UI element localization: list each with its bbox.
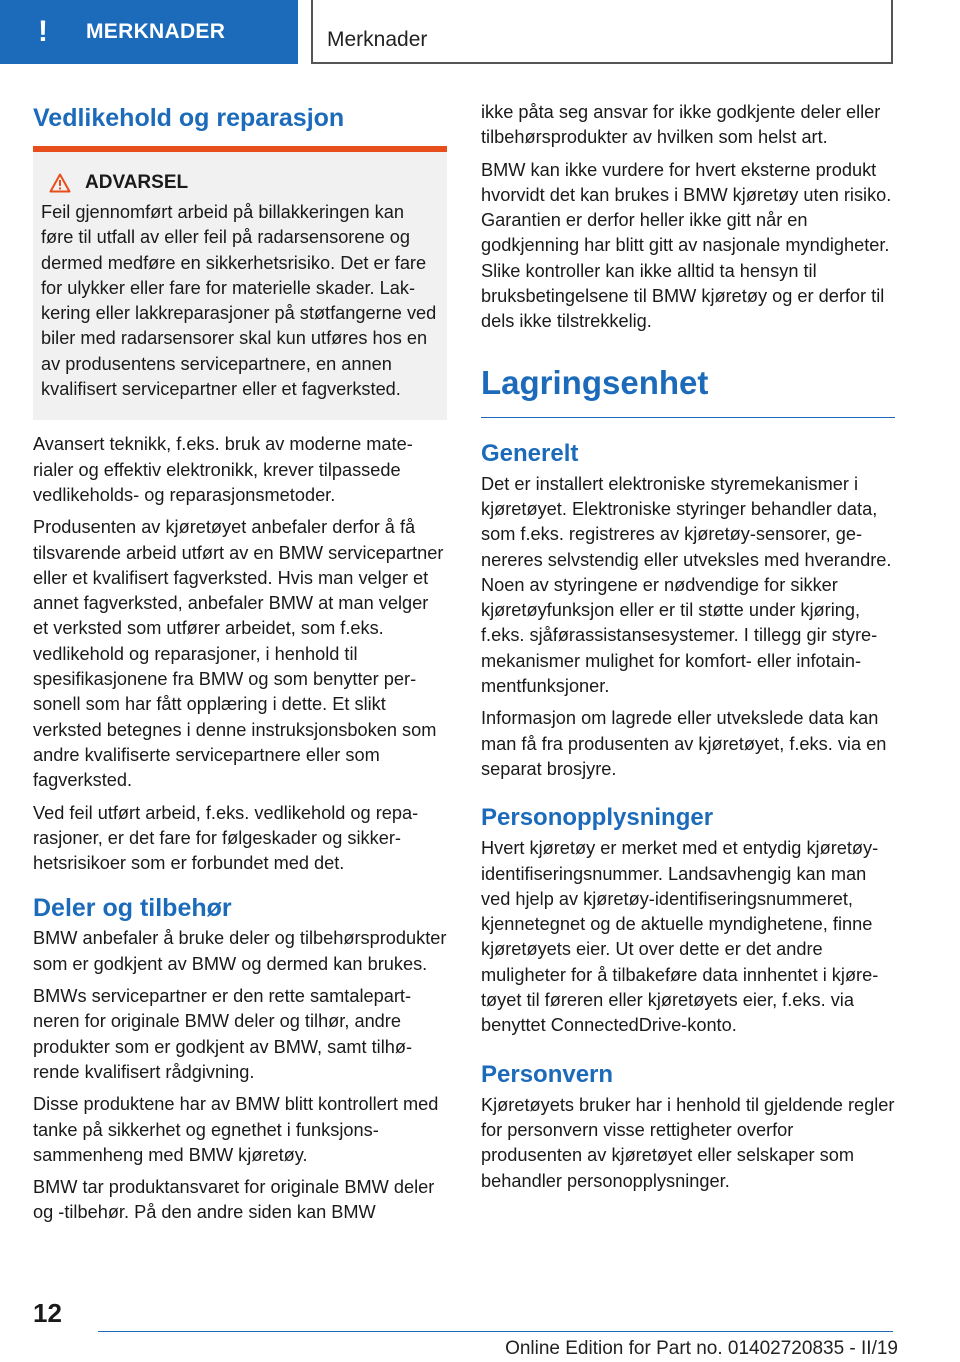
paragraph: Avansert teknikk, f.eks. bruk av moderne materialer og effektiv elektronikk, krever tilpassede vedlikeholds- og reparasjonsmetoder. [33, 434, 413, 505]
paragraph: BMW kan ikke vurdere for hvert eksterne produkt hvorvidt det kan brukes i BMW kjøretøy uten risiko. Garantien er derfor heller ikke gitt når en godkjenning har blitt gitt av nasjonale myndigheter. Slike kontroller kan ikke alltid ta hensyn til bruksbetingelsene til BMW kjøretøy og er derfor til dels ikke tilstrekkelig. [481, 159, 892, 332]
paragraph: Disse produktene har av BMW blitt kontrollert med tanke på sikkerhet og egnethet i funksjonssammenheng med BMW kjøretøy. [33, 1094, 439, 1165]
chapter-tab-label: MERKNADER [86, 20, 226, 43]
right-column [481, 100, 895, 1201]
paragraph: Kjøretøyets bruker har i henhold til gjeldende regler for personvern visse rettigheter overfor produsenten av kjøretøyet eller selskaper som behandler personopplysninger. [481, 1094, 895, 1191]
paragraph: Informasjon om lagrede eller utvekslede data kan man få fra produsenten av kjøretøyet, f.eks. via en separat brosjyre. [481, 708, 887, 779]
paragraph: Ved feil utført arbeid, f.eks. vedlikehold og reparasjoner, er det fare for følgeskader og sikkerhetsrisikoer som er forbundet med det. [33, 802, 419, 874]
paragraph: Det er installert elektroniske styremekanismer i kjøretøyet. Elektroniske styringer behandler data, som f.eks. registreres av kjøretøy-sensorer, genereres selvstendig eller utveksles med hverandre. Noen av styringene er nødvendige for sikker kjøretøyfunksjon eller er til støtte under kjøring, f.eks. sjåførassistansesystemer. I tillegg gir styremekanismer mulighet for komfort- eller infotainmentfunksjoner. [481, 473, 892, 697]
warning-title: ADVARSEL [85, 172, 189, 193]
warning-text: Feil gjennomført arbeid på billakkeringen kan føre til utfall av eller feil på radarsensorene og dermed medføre en sikkerhetsrisiko. Det er fare for ulykker eller fare for materielle skader. Lakkering eller lakkreparasjoner på støtfangerne ved biler med radarsensorer skal kun utføres hos en av produsentens servicepartnere, en annen kvalifisert servicepartner eller et fagverksted. [41, 202, 437, 400]
paragraph: Hvert kjøretøy er merket med et entydig kjøretøy-identifiseringsnummer. Landsavhengig kan man ved hjelp av kjøretøy-identifiseringsnummeret, kjennetegnet og de aktuelle myndighetene, finne kjøretøyets eier. Ut over dette er det andre muligheter for å tilbakeføre data innhentet i kjøretøyet til føreren eller kjøretøyets eier, f.eks. via benyttet ConnectedDrive-konto. [481, 838, 879, 1036]
section-heading-parts: Deler og tilbehør [33, 894, 232, 923]
breadcrumb [311, 0, 893, 64]
section-heading-maintenance: Vedlikehold og reparasjon [33, 104, 345, 132]
paragraph: BMWs servicepartner er den rette samtalepartneren for originale BMW deler og tilhør, andre produkter som er godkjent av BMW, samt tilhørende kvalifisert rådgivning. [33, 986, 413, 1082]
footer-divider [98, 1331, 893, 1332]
paragraph: Produsenten av kjøretøyet anbefaler derfor å få tilsvarende arbeid utført av en BMW servicepartner eller et kvalifisert fagverksted. Hvis man velger et annet fagverksted, anbefaler BMW at man velger et verksted som utfører arbeidet, som f.eks. vedlikehold og reparasjoner, i henhold til spesifikasjonene fra BMW og som benytter personell som har fått opplæring i dette. Et slikt verksted betegnes i denne instruksjonsboken som andre kvalifiserte servicepartnere eller som fagverksted. [33, 517, 444, 791]
warning-box [33, 146, 447, 420]
subheading-privacy: Personvern [481, 1060, 614, 1088]
left-column [33, 100, 447, 1233]
subheading-general: Generelt [481, 439, 579, 467]
chapter-heading-storage: Lagringsenhet [481, 357, 895, 418]
paragraph: ikke påta seg ansvar for ikke godkjente deler eller tilbehørsprodukter av hvilken som helst art. [481, 102, 881, 148]
chapter-tab [0, 0, 298, 64]
breadcrumb-label: Merknader [327, 28, 428, 51]
exclamation-icon: ! [38, 15, 48, 48]
paragraph: BMW tar produktansvaret for originale BMW deler og -tilbehør. På den andre siden kan BMW [33, 1177, 435, 1223]
footer-edition: Online Edition for Part no. 01402720835 - II/19 [505, 1338, 898, 1359]
subheading-personal-data: Personopplysninger [481, 804, 714, 832]
page-number: 12 [33, 1298, 62, 1328]
warning-triangle-icon [49, 173, 71, 193]
paragraph: BMW anbefaler å bruke deler og tilbehørsprodukter som er godkjent av BMW og dermed kan brukes. [33, 928, 447, 974]
